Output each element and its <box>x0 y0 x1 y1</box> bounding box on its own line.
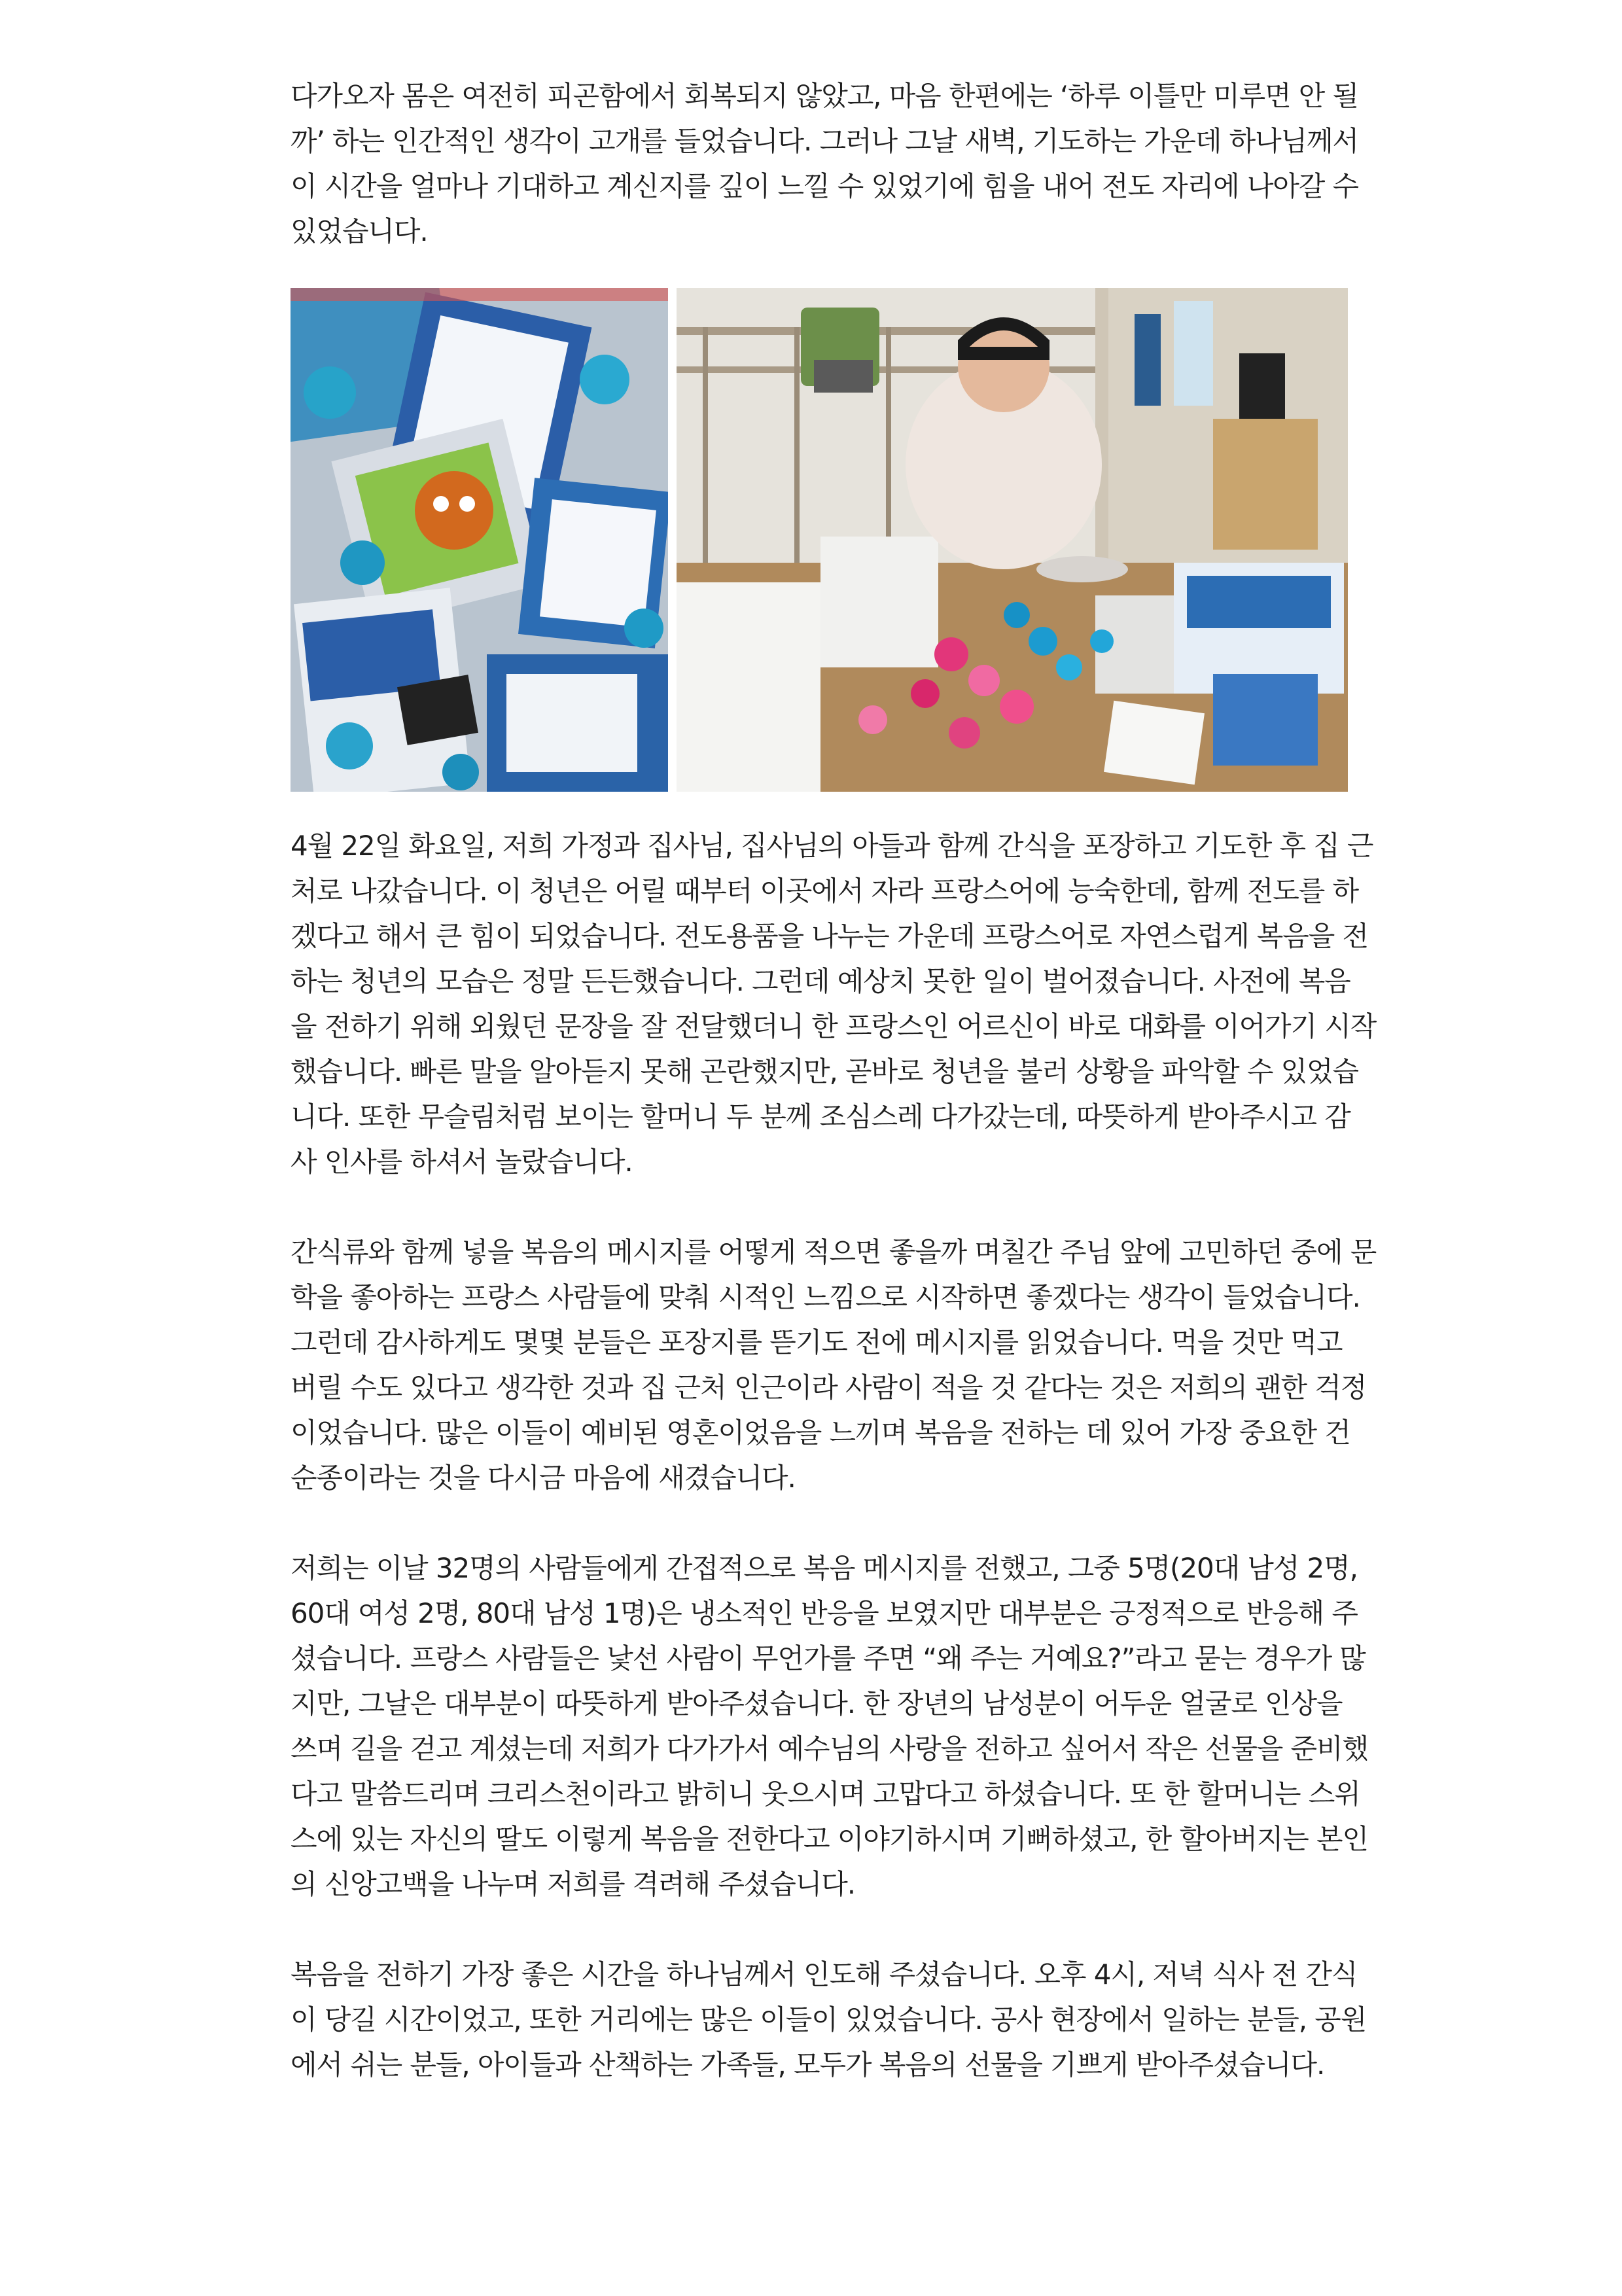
text-line: 다고 말씀드리며 크리스천이라고 밝히니 웃으시며 고맙다고 하셨습니다. 또 한 할머니는 스위 <box>291 1778 1360 1810</box>
text-line: 했습니다. 빠른 말을 알아듣지 못해 곤란했지만, 곧바로 청년을 불러 상황을 파악할 수 있었습 <box>291 1055 1358 1087</box>
text-line: 에서 쉬는 분들, 아이들과 산책하는 가족들, 모두가 복음의 선물을 기쁘게 받아주셨습니다. <box>291 2049 1325 2081</box>
text-line: 이었습니다. 많은 이들이 예비된 영혼이었음을 느끼며 복음을 전하는 데 있어 가장 중요한 건 <box>291 1417 1350 1449</box>
photo-packing-snacks <box>677 288 1348 792</box>
paragraph-spacer <box>291 1184 1348 1229</box>
text-line: 처로 나갔습니다. 이 청년은 어릴 때부터 이곳에서 자라 프랑스어에 능숙한데, 함께 전도를 하 <box>291 875 1358 907</box>
text-line: 간식류와 함께 넣을 복음의 메시지를 어떻게 적으면 좋을까 며칠간 주님 앞에 고민하던 중에 문 <box>291 1236 1377 1268</box>
paragraph-2 <box>291 823 1377 1184</box>
text-line: 겠다고 해서 큰 힘이 되었습니다. 전도용품을 나누는 가운데 프랑스어로 자연스럽게 복음을 전 <box>291 920 1368 952</box>
paragraph-3 <box>291 1229 1377 1500</box>
text-line: 이 시간을 얼마나 기대하고 계신지를 깊이 느낄 수 있었기에 힘을 내어 전도 자리에 나아갈 수 <box>291 170 1358 202</box>
text-line: 을 전하기 위해 외웠던 문장을 잘 전달했더니 한 프랑스인 어르신이 바로 대화를 이어가기 시작 <box>291 1010 1377 1042</box>
text-line: 60대 여성 2명, 80대 남성 1명)은 냉소적인 반응을 보였지만 대부분은 긍정적으로 반응해 주 <box>291 1597 1358 1629</box>
paragraph-spacer <box>291 1907 1348 1952</box>
text-line: 니다. 또한 무슬림처럼 보이는 할머니 두 분께 조심스레 다가갔는데, 따뜻하게 받아주시고 감 <box>291 1101 1350 1133</box>
text-line: 있었습니다. <box>291 215 428 247</box>
text-line: 다가오자 몸은 여전히 피곤함에서 회복되지 않았고, 마음 한편에는 ‘하루 이틀만 미루면 안 될 <box>291 80 1358 112</box>
text-line: 4월 22일 화요일, 저희 가정과 집사님, 집사님의 아들과 함께 간식을 포장하고 기도한 후 집 근 <box>291 830 1373 862</box>
paragraph-1 <box>291 73 1358 254</box>
text-line: 스에 있는 자신의 딸도 이렇게 복음을 전한다고 이야기하시며 기뻐하셨고, 한 할아버지는 본인 <box>291 1823 1368 1855</box>
text-line: 하는 청년의 모습은 정말 든든했습니다. 그런데 예상치 못한 일이 벌어졌습니다. 사전에 복음 <box>291 965 1350 997</box>
article-body <box>291 73 1377 2087</box>
text-line: 까’ 하는 인간적인 생각이 고개를 들었습니다. 그러나 그날 새벽, 기도하는 가운데 하나님께서 <box>291 125 1358 157</box>
text-line: 쓰며 길을 걷고 계셨는데 저희가 다가가서 예수님의 사랑을 전하고 싶어서 작은 선물을 준비했 <box>291 1733 1368 1765</box>
text-line: 이 당길 시간이었고, 또한 거리에는 많은 이들이 있었습니다. 공사 현장에서 일하는 분들, 공원 <box>291 2004 1367 2036</box>
paragraph-spacer <box>291 1500 1348 1545</box>
photo-row <box>291 288 1348 792</box>
photo-snack-packages <box>291 288 668 792</box>
text-line: 지만, 그날은 대부분이 따뜻하게 받아주셨습니다. 한 장년의 남성분이 어두운 얼굴로 인상을 <box>291 1687 1343 1720</box>
paragraph-5 <box>291 1952 1367 2087</box>
text-line: 버릴 수도 있다고 생각한 것과 집 근처 인근이라 사람이 적을 것 같다는 것은 저희의 괜한 걱정 <box>291 1371 1367 1404</box>
text-line: 셨습니다. 프랑스 사람들은 낯선 사람이 무언가를 주면 “왜 주는 거예요?”라고 묻는 경우가 많 <box>291 1642 1366 1674</box>
text-line: 학을 좋아하는 프랑스 사람들에 맞춰 시적인 느낌으로 시작하면 좋겠다는 생각이 들었습니다. <box>291 1281 1360 1313</box>
paragraph-4 <box>291 1545 1368 1907</box>
text-line: 의 신앙고백을 나누며 저희를 격려해 주셨습니다. <box>291 1868 855 1900</box>
text-line: 순종이라는 것을 다시금 마음에 새겼습니다. <box>291 1462 796 1494</box>
text-line: 사 인사를 하셔서 놀랐습니다. <box>291 1146 633 1178</box>
text-line: 그런데 감사하게도 몇몇 분들은 포장지를 뜯기도 전에 메시지를 읽었습니다. 먹을 것만 먹고 <box>291 1326 1343 1358</box>
text-line: 복음을 전하기 가장 좋은 시간을 하나님께서 인도해 주셨습니다. 오후 4시, 저녁 식사 전 간식 <box>291 1958 1358 1990</box>
text-line: 저희는 이날 32명의 사람들에게 간접적으로 복음 메시지를 전했고, 그중 5명(20대 남성 2명, <box>291 1552 1358 1584</box>
